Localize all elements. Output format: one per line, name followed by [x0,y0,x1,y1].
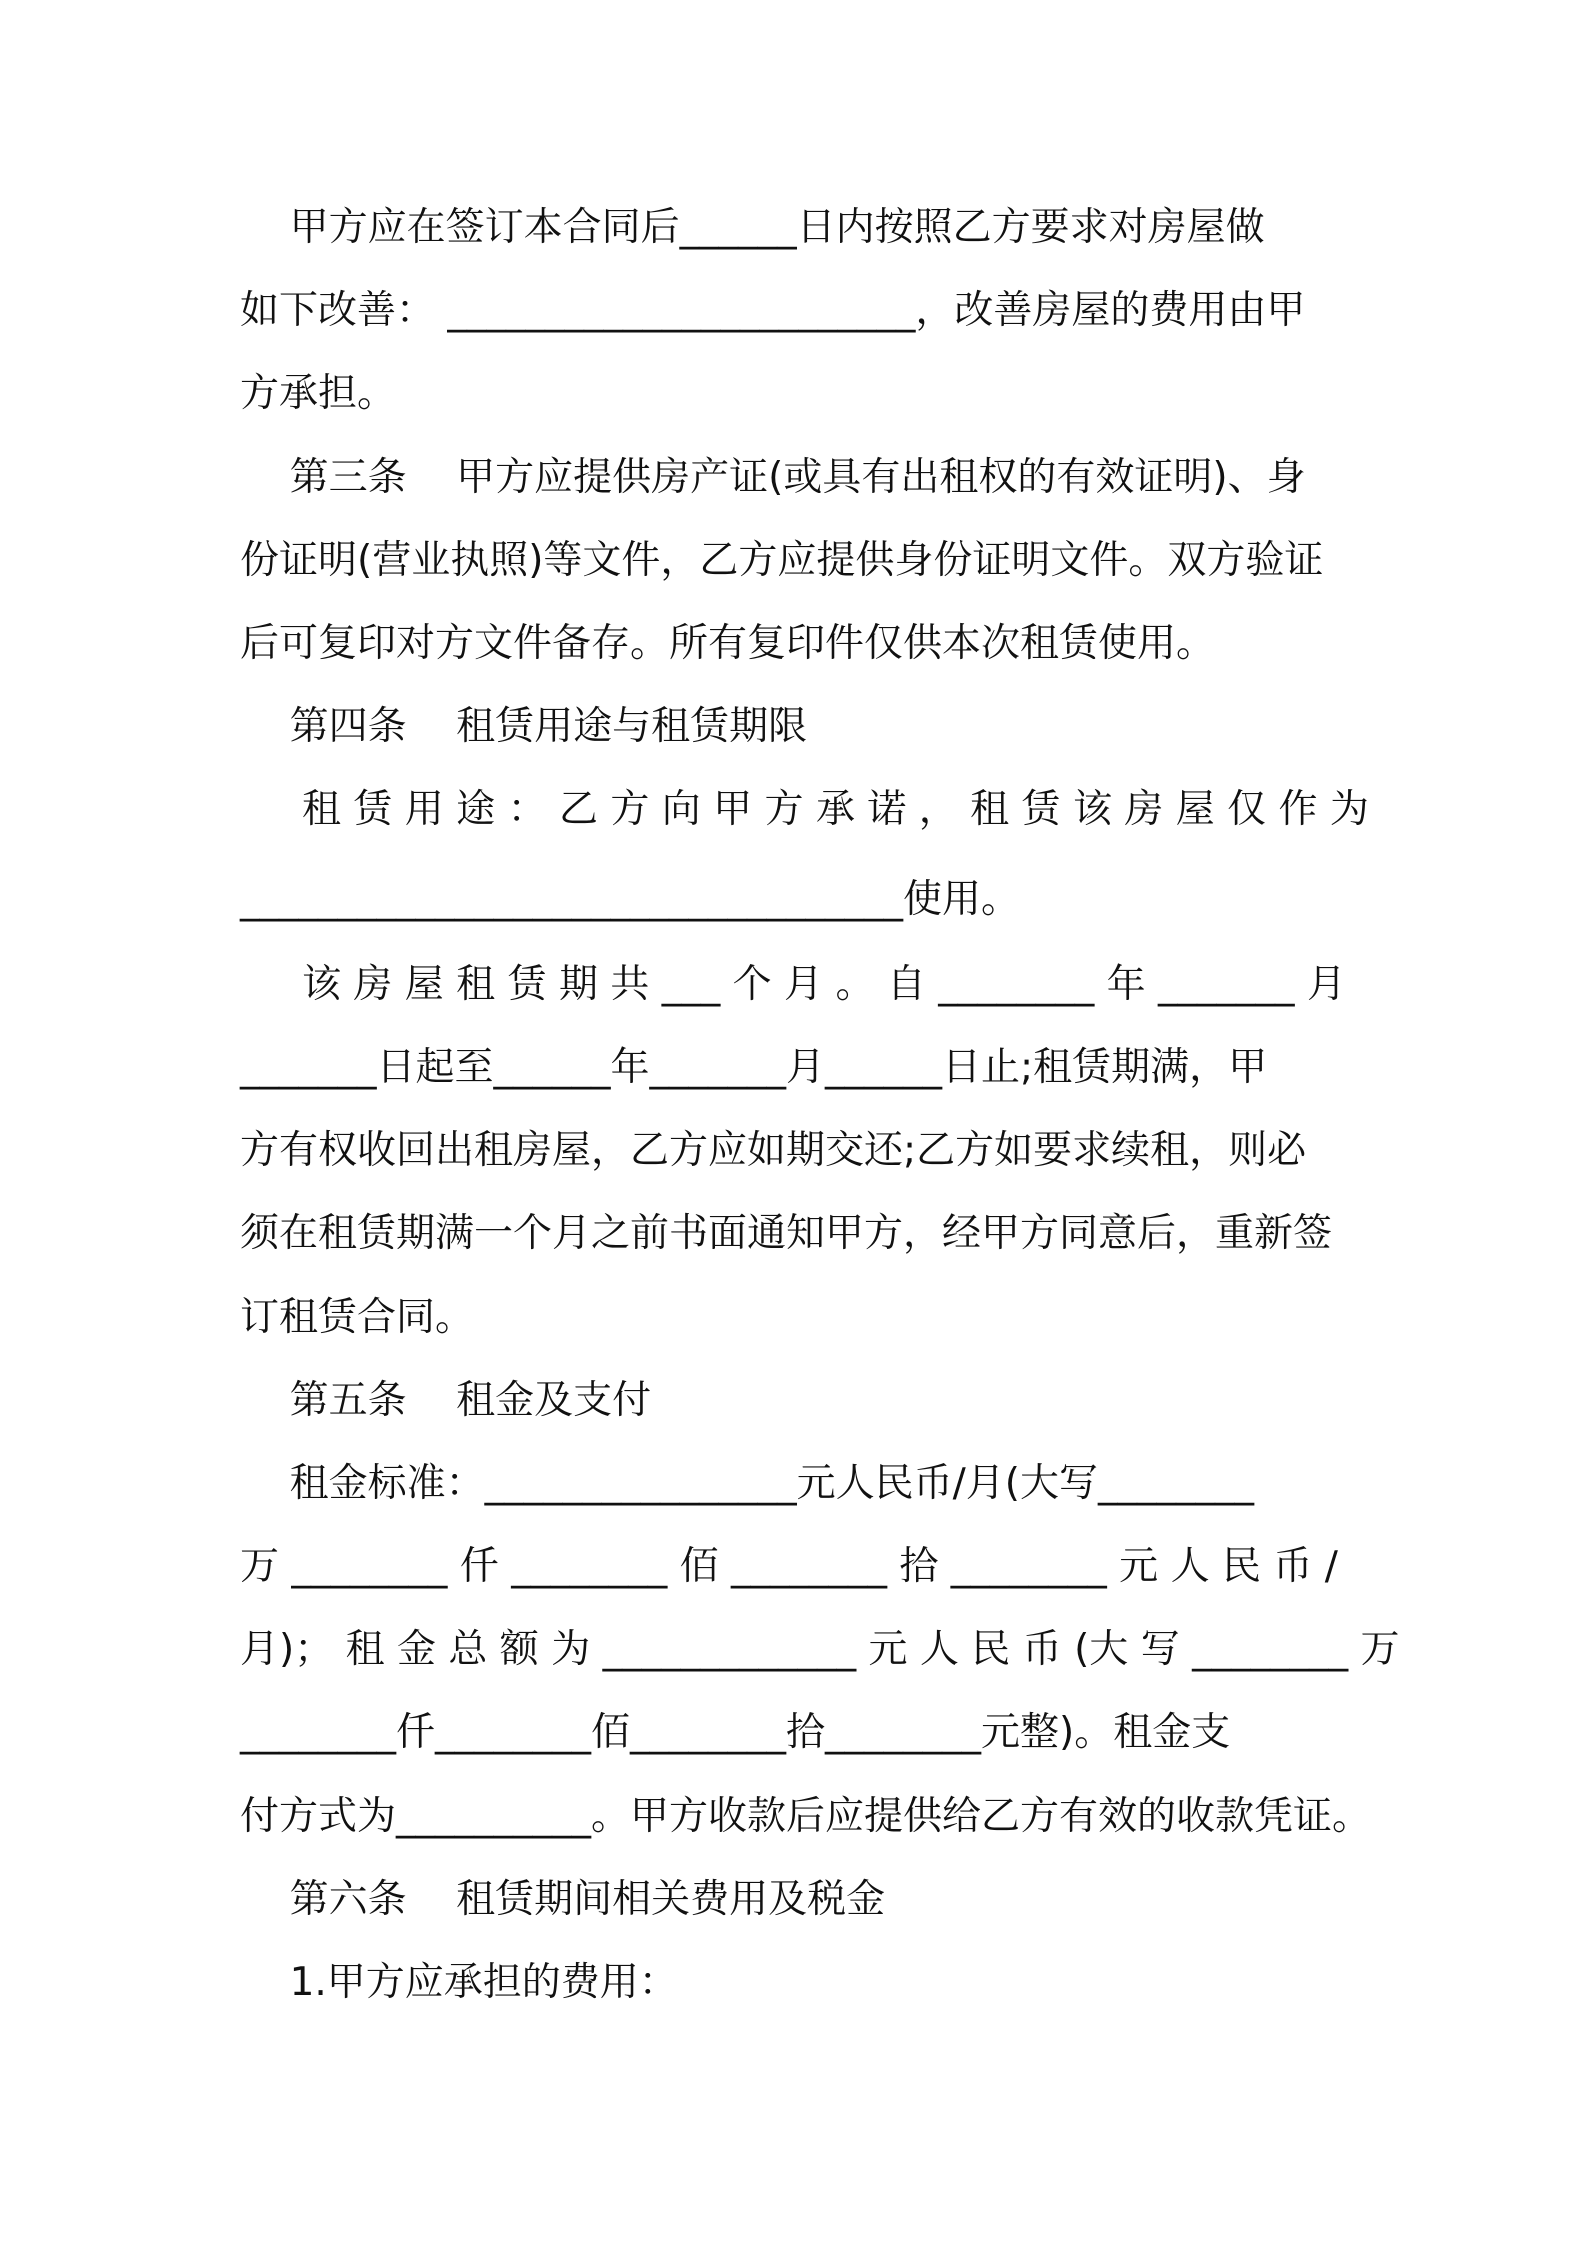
text-line: 万 ________ 仟 ________ 佰 ________ 拾 ________ 元 人 民 币 / [240,1544,1338,1589]
text-line: 份证明(营业执照)等文件，乙方应提供身份证明文件。双方验证 [240,538,1324,583]
text-line: 后可复印对方文件备存。所有复印件仅供本次租赁使用。 [240,621,1216,666]
text-line: 第三条 甲方应提供房产证(或具有出租权的有效证明)、身 [240,455,1306,500]
text-line: 方有权收回出租房屋，乙方应如期交还;乙方如要求续租，则必 [240,1128,1307,1173]
text-line: 租 赁 用 途 ： 乙 方 向 甲 方 承 诺 ， 租 赁 该 房 屋 仅 作 为 [240,787,1369,832]
text-line: 须在租赁期满一个月之前书面通知甲方，经甲方同意后，重新签 [240,1211,1333,1256]
text-line: _______日起至______年_______月______日止;租赁期满，甲 [240,1045,1268,1090]
text-line: 甲方应在签订本合同后______日内按照乙方要求对房屋做 [240,205,1265,250]
text-line: 第四条 租赁用途与租赁期限 [240,704,808,749]
text-line: 方承担。 [240,371,397,416]
text-line: 付方式为__________。甲方收款后应提供给乙方有效的收款凭证。 [240,1794,1372,1839]
text-line: 第五条 租金及支付 [240,1378,652,1423]
text-line: 租金标准：________________元人民币/月(大写________ [240,1461,1254,1506]
text-line: __________________________________使用。 [240,877,1021,922]
text-line: 1.甲方应承担的费用： [240,1960,678,2005]
text-line: 月)； 租 金 总 额 为 _____________ 元 人 民 币 (大 写 ________ 万 [240,1627,1400,1672]
text-line: 如下改善： ________________________，改善房屋的费用由甲 [240,288,1306,333]
text-line: 订租赁合同。 [240,1295,475,1340]
text-line: 该 房 屋 租 赁 期 共 ___ 个 月 。 自 ________ 年 _______ 月 [240,962,1346,1007]
text-line: ________仟________佰________拾________元整)。租金支 [240,1710,1231,1755]
text-line: 第六条 租赁期间相关费用及税金 [240,1877,886,1922]
